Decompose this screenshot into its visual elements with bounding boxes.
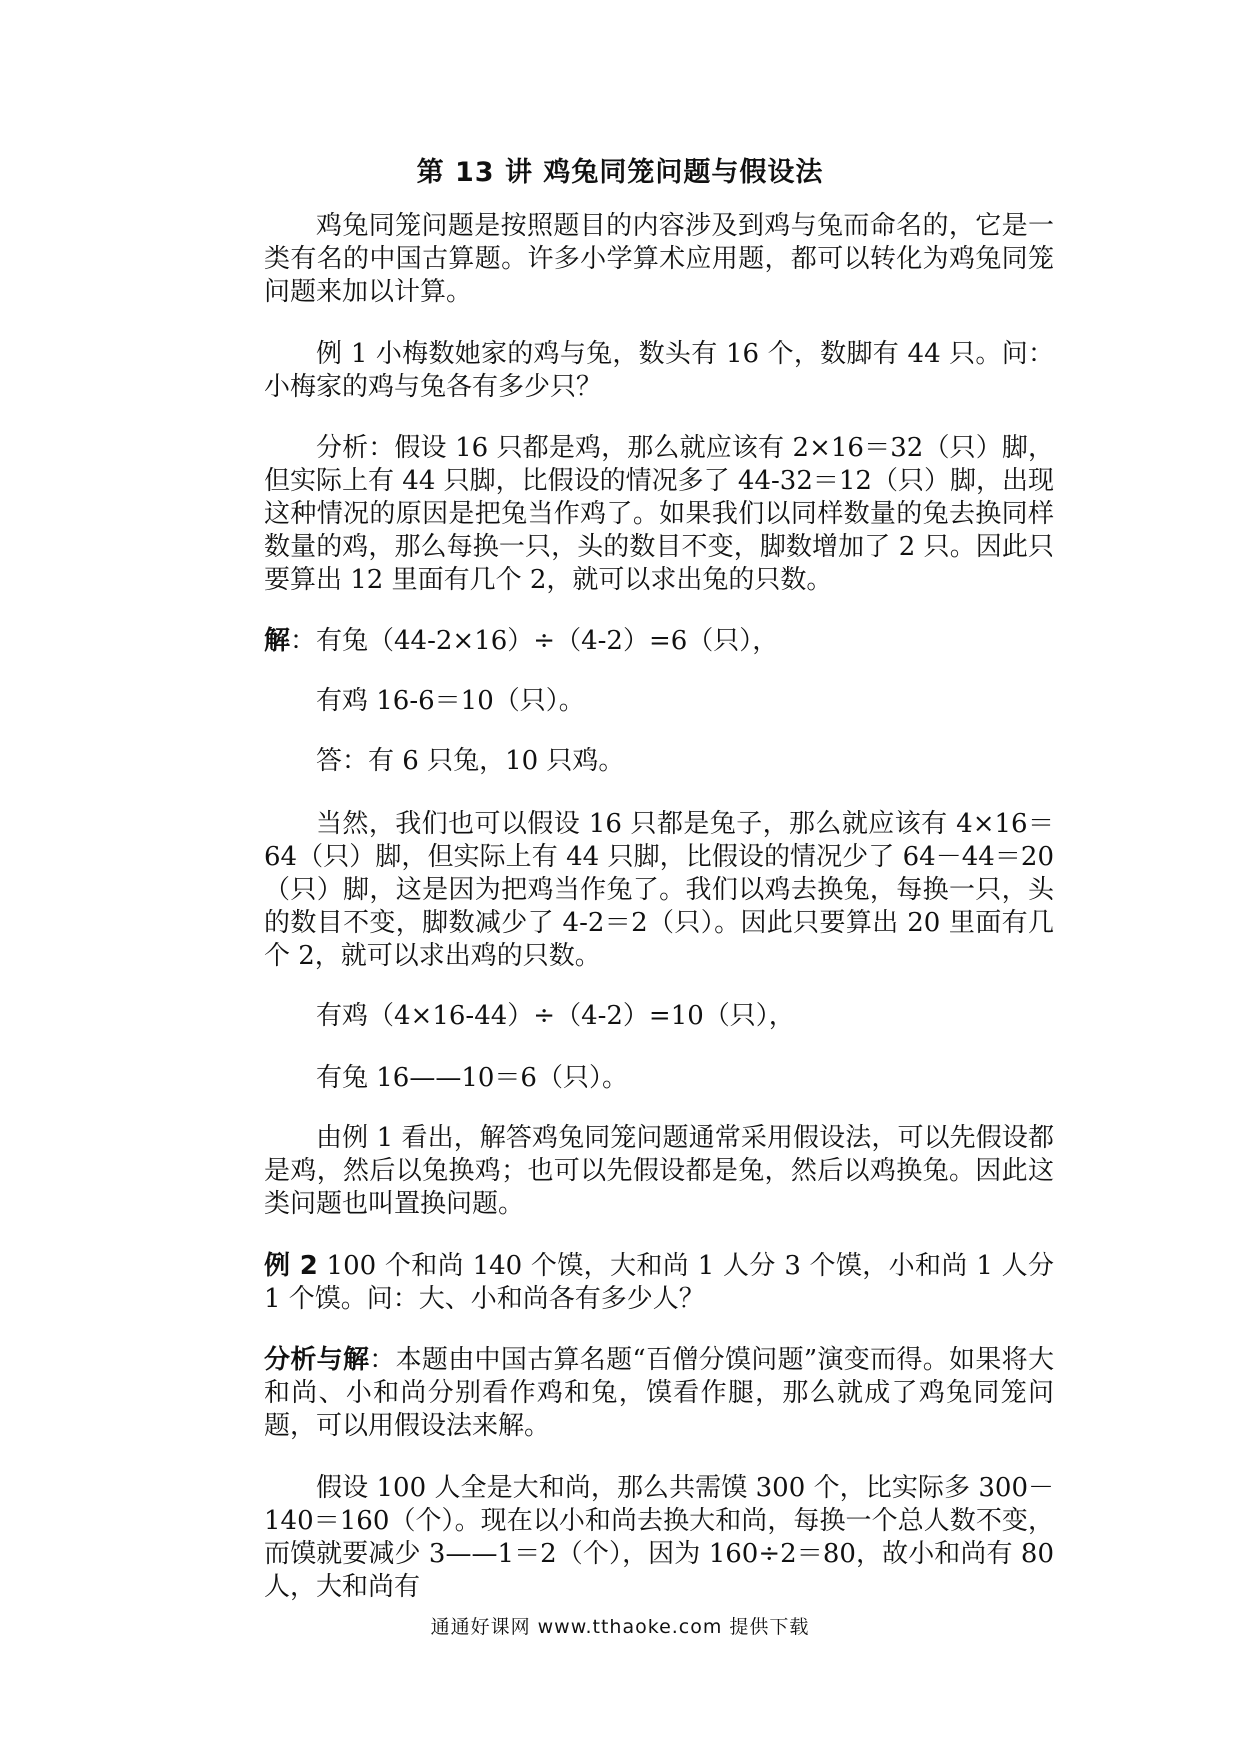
example1-analysis: 分析：假设 16 只都是鸡，那么就应该有 2×16＝32（只）脚，但实际上有 44 只脚，比假设的情况多了 44-32＝12（只）脚，出现这种情况的原因是把兔当作鸡了。如果我们以同样数量的兔去换同样数量的鸡，那么每换一只，头的数目不变，脚数增加了 2 只。因此只要算出 12 里面有几个 2，就可以求出兔的只数。 [264, 433, 1054, 595]
intro-paragraph: 鸡兔同笼问题是按照题目的内容涉及到鸡与兔而命名的，它是一类有名的中国古算题。许多小学算术应用题，都可以转化为鸡兔同笼问题来加以计算。 [264, 211, 1054, 307]
example2-assumption: 假设 100 人全是大和尚，那么共需馍 300 个，比实际多 300－140＝160（个）。现在以小和尚去换大和尚，每换一个总人数不变，而馍就要减少 3——1＝2（个），因为 160÷2＝80，故小和尚有 80 人，大和尚有 [264, 1473, 1054, 1602]
example1-solution-line2: 有鸡 16-6＝10（只）。 [316, 686, 585, 716]
example2-label: 例 2 [264, 1251, 318, 1281]
example1-alt-line2: 有兔 16——10＝6（只）。 [316, 1063, 628, 1093]
example1-alt-analysis: 当然，我们也可以假设 16 只都是兔子，那么就应该有 4×16＝64（只）脚，但实际上有 44 只脚，比假设的情况少了 64－44＝20（只）脚，这是因为把鸡当作兔了。我们以鸡去换兔，每换一只，头的数目不变，脚数减少了 4-2＝2（只）。因此只要算出 20 里面有几个 2，就可以求出鸡的只数。 [264, 809, 1054, 971]
solution-label: 解 [264, 626, 291, 656]
solution-text: ：有兔（44-2×16）÷（4-2）=6（只）， [290, 626, 779, 656]
example2-analysis-text: ：本题由中国古算名题“百僧分馍问题”演变而得。如果将大和尚、小和尚分别看作鸡和兔，馍看作腿，那么就成了鸡兔同笼问题，可以用假设法来解。 [264, 1345, 1054, 1441]
example2-analysis [264, 1344, 1054, 1443]
example1-solution-line1 [264, 625, 1054, 658]
example1-answer: 答：有 6 只兔，10 只鸡。 [316, 746, 625, 776]
example1-alt-line1: 有鸡（4×16-44）÷（4-2）=10（只）， [316, 1001, 795, 1031]
example1-summary: 由例 1 看出，解答鸡兔同笼问题通常采用假设法，可以先假设都是鸡，然后以兔换鸡；也可以先假设都是兔，然后以鸡换兔。因此这类问题也叫置换问题。 [264, 1123, 1054, 1219]
page-footer: 通通好课网 www.tthaoke.com 提供下载 [430, 1616, 810, 1638]
example2-analysis-label: 分析与解 [264, 1345, 370, 1375]
example1-question: 例 1 小梅数她家的鸡与兔，数头有 16 个，数脚有 44 只。问：小梅家的鸡与兔各有多少只？ [264, 339, 1054, 402]
page-title: 第 13 讲 鸡兔同笼问题与假设法 [416, 157, 824, 188]
example2-question-text: 100 个和尚 140 个馍，大和尚 1 人分 3 个馍，小和尚 1 人分 1 个馍。问：大、小和尚各有多少人？ [264, 1251, 1054, 1314]
example2-question [264, 1250, 1054, 1316]
